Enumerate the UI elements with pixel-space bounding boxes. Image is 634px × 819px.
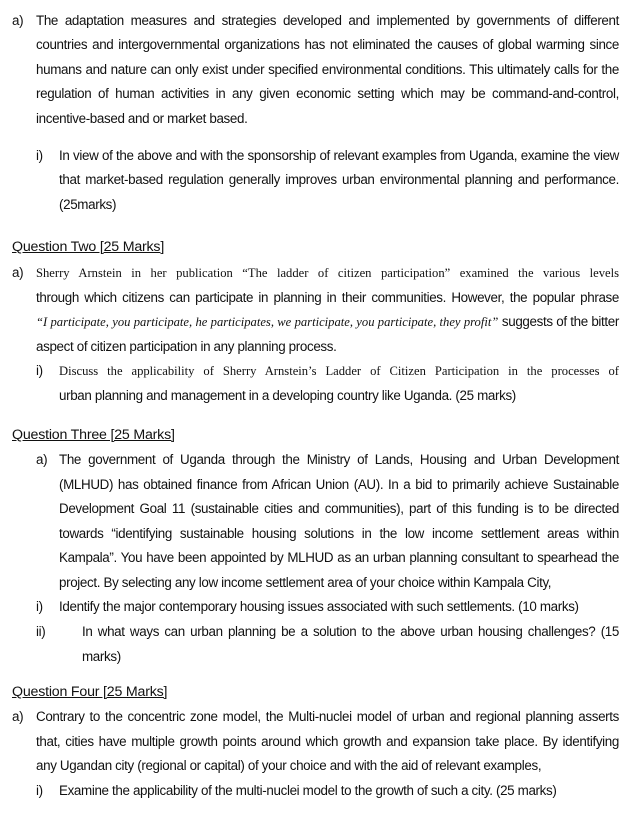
q3-a-label: a)	[36, 452, 48, 467]
q3-a-text: The government of Uganda through the Ministry of Lands, Housing and Urban Development (MLHUD) has obtained finance from African Union (AU). In a bid to primarily achieve Sustainable Development Goal 11 (sustainable cities and communities), part of this funding is to be directed towards “identifying sustainable housing solutions in the low income settlement areas within Kampala”. You have been appointed by MLHUD as an urban planning consultant to spearhead the project. By selecting any low income settlement area of your choice within Kampala City,	[59, 452, 619, 590]
q2-a-text: Sherry Arnstein in her publication “The ladder of citizen participation” examined the various levels through which citizens can participate in planning in their communities. However, the popular phrase “I participate, you participate, he participates, we participate, you participate, they profit” suggests of the bitter aspect of citizen participation in any planning process.	[36, 266, 619, 355]
q3-ii-text: In what ways can urban planning be a solution to the above urban housing challenges? (15 marks)	[82, 624, 619, 664]
q2-heading: Question Two [25 Marks]	[12, 239, 165, 255]
q2-quote: “I participate, you participate, he participates, we participate, you participate, they profit”	[36, 315, 499, 330]
q4-a-label: a)	[12, 709, 24, 724]
q1-i-label: i)	[36, 148, 43, 163]
q4-i-text: Examine the applicability of the multi-nuclei model to the growth of such a city. (25 marks)	[59, 783, 557, 798]
q2-i-text: Discuss the applicability of Sherry Arnstein’s Ladder of Citizen Participation in the processes of urban planning and management in a developing country like Uganda. (25 marks)	[59, 364, 619, 403]
q4-a-text: Contrary to the concentric zone model, the Multi-nuclei model of urban and regional planning asserts that, cities have multiple growth points around which growth and expansion take place. By identifying any Ugandan city (regional or capital) of your choice and with the aid of relevant examples,	[36, 709, 619, 773]
q3-i-label: i)	[36, 599, 43, 614]
q3-heading: Question Three [25 Marks]	[12, 427, 175, 443]
q2-i-label: i)	[36, 363, 43, 378]
q2-a-label: a)	[12, 265, 24, 280]
q3-i-text: Identify the major contemporary housing issues associated with such settlements. (10 marks)	[59, 599, 579, 614]
q1-a-text: The adaptation measures and strategies developed and implemented by governments of different countries and intergovernmental organizations has not eliminated the causes of global warming since humans and nature can only exist under specified environmental conditions. This ultimately calls for the regulation of human activities in any given economic setting which may be command-and-control, incentive-based and or market based.	[36, 13, 619, 126]
q4-i-label: i)	[36, 783, 43, 798]
q1-i-text: In view of the above and with the sponsorship of relevant examples from Uganda, examine the view that market-based regulation generally improves urban environmental planning and performance. (25marks)	[59, 148, 619, 212]
q3-ii-label: ii)	[36, 624, 46, 639]
q4-heading: Question Four [25 Marks]	[12, 684, 168, 700]
q1-a-label: a)	[12, 13, 24, 28]
